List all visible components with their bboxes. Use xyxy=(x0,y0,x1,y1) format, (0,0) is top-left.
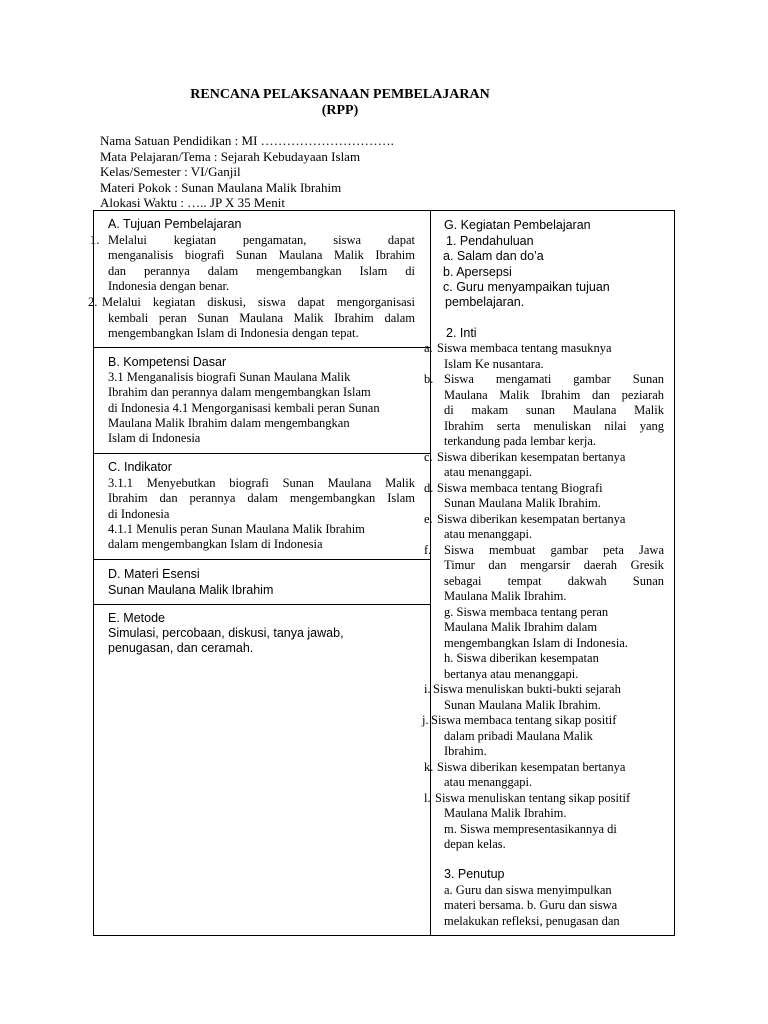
inti-line: Maulana Malik Ibrahim. xyxy=(444,589,567,603)
section-a-title: A. Tujuan Pembelajaran xyxy=(108,217,242,231)
tujuan-line: Melalui kegiatan diskusi, siswa dapat mengorganisasi xyxy=(102,295,415,309)
kd-line: Islam di Indonesia xyxy=(108,431,201,445)
inti-line: Siswa membaca tentang masuknya xyxy=(437,341,612,355)
inti-line: Siswa membuat gambar peta Jawa xyxy=(444,543,664,557)
inti-line: atau menanggapi. xyxy=(444,465,533,479)
kegiatan-line: pembelajaran. xyxy=(445,295,525,309)
inti-line: Siswa menuliskan tentang sikap positif xyxy=(435,791,631,805)
list-marker: k. xyxy=(424,760,434,774)
section-b-title: B. Kompetensi Dasar xyxy=(108,355,227,369)
inti-line: Islam Ke nusantara. xyxy=(444,357,544,371)
inti-line: Timur dan mengarsir daerah Gresik xyxy=(444,558,664,572)
list-marker: e. xyxy=(424,512,433,526)
metode-line: penugasan, dan ceramah. xyxy=(108,641,254,655)
list-marker: b. xyxy=(424,372,434,386)
list-marker: j. xyxy=(422,713,429,727)
divider xyxy=(93,604,431,605)
kd-line: di Indonesia 4.1 Mengorganisasi kembali peran Sunan xyxy=(108,401,380,415)
kd-line: 3.1 Menganalisis biografi Sunan Maulana Malik xyxy=(108,370,351,384)
info-materi: Materi Pokok : Sunan Maulana Malik Ibrahim xyxy=(100,180,342,195)
section-c-title: C. Indikator xyxy=(108,460,172,474)
inti-line: mengembangkan Islam di Indonesia. xyxy=(444,636,628,650)
penutup-line: materi bersama. b. Guru dan siswa xyxy=(444,898,618,912)
inti-line: atau menanggapi. xyxy=(444,527,533,541)
list-marker: d. xyxy=(424,481,434,495)
penutup-line: melakukan refleksi, penugasan dan xyxy=(444,914,620,928)
divider xyxy=(93,453,431,454)
pendahuluan-title: 1. Pendahuluan xyxy=(446,234,534,248)
inti-line: dalam pribadi Maulana Malik xyxy=(444,729,593,743)
inti-line: sebagai tempat dakwah Sunan xyxy=(444,574,664,588)
inti-line: Maulana Malik Ibrahim dan peziarah xyxy=(444,388,664,402)
materi-esensi-text: Sunan Maulana Malik Ibrahim xyxy=(108,583,274,597)
inti-line: Siswa membaca tentang sikap positif xyxy=(431,713,617,727)
tujuan-line: menganalisis biografi Sunan Maulana Malik Ibrahim xyxy=(108,248,415,262)
inti-line: Maulana Malik Ibrahim dalam xyxy=(444,620,598,634)
inti-line: m. Siswa mempresentasikannya di xyxy=(444,822,617,836)
inti-line: bertanya atau menanggapi. xyxy=(444,667,579,681)
tujuan-line: mengembangkan Islam di Indonesia dengan tepat. xyxy=(108,326,359,340)
inti-line: Siswa mengamati gambar Sunan xyxy=(444,372,664,386)
inti-line: Sunan Maulana Malik Ibrahim. xyxy=(444,496,601,510)
inti-line: Siswa diberikan kesempatan bertanya xyxy=(437,512,626,526)
indikator-line: 4.1.1 Menulis peran Sunan Maulana Malik Ibrahim xyxy=(108,522,365,536)
indikator-line: di Indonesia xyxy=(108,507,170,521)
info-kelas: Kelas/Semester : VI/Ganjil xyxy=(100,164,241,179)
indikator-line: dalam mengembangkan Islam di Indonesia xyxy=(108,537,323,551)
section-d-title: D. Materi Esensi xyxy=(108,567,200,581)
indikator-line: 3.1.1 Menyebutkan biografi Sunan Maulana Malik xyxy=(108,476,415,490)
kegiatan-line: c. Guru menyampaikan tujuan xyxy=(443,280,610,294)
kd-line: Ibrahim dan perannya dalam mengembangkan Islam xyxy=(108,385,371,399)
list-marker: a. xyxy=(424,341,433,355)
inti-line: Siswa menuliskan bukti-bukti sejarah xyxy=(433,682,621,696)
kd-line: Maulana Malik Ibrahim dalam mengembangkan xyxy=(108,416,350,430)
penutup-line: a. Guru dan siswa menyimpulkan xyxy=(444,883,612,897)
page-subtitle: (RPP) xyxy=(321,103,359,118)
metode-line: Simulasi, percobaan, diskusi, tanya jawab, xyxy=(108,626,344,640)
info-mapel: Mata Pelajaran/Tema : Sejarah Kebudayaan Islam xyxy=(100,149,361,164)
inti-line: Siswa diberikan kesempatan bertanya xyxy=(437,450,626,464)
kegiatan-line: a. Salam dan do’a xyxy=(443,249,544,263)
inti-line: h. Siswa diberikan kesempatan xyxy=(444,651,599,665)
indikator-line: Ibrahim dan perannya dalam mengembangkan Islam xyxy=(108,491,415,505)
tujuan-line: Melalui kegiatan pengamatan, siswa dapat xyxy=(108,233,415,247)
list-marker: c. xyxy=(424,450,433,464)
list-marker: 2. xyxy=(88,295,98,309)
list-marker: f. xyxy=(424,543,432,557)
inti-line: atau menanggapi. xyxy=(444,775,533,789)
penutup-title: 3. Penutup xyxy=(444,867,505,881)
inti-line: depan kelas. xyxy=(444,837,506,851)
inti-line: Sunan Maulana Malik Ibrahim. xyxy=(444,698,601,712)
inti-line: g. Siswa membaca tentang peran xyxy=(444,605,609,619)
inti-line: Siswa membaca tentang Biografi xyxy=(437,481,603,495)
inti-line: Ibrahim serta menuliskan nilai yang xyxy=(444,419,664,433)
inti-title: 2. Inti xyxy=(446,326,477,340)
info-waktu: Alokasi Waktu : ….. JP X 35 Menit xyxy=(100,195,285,210)
tujuan-line: kembali peran Sunan Maulana Malik Ibrahim dalam xyxy=(108,311,415,325)
section-g-title: G. Kegiatan Pembelajaran xyxy=(444,218,591,232)
inti-line: di makam sunan Maulana Malik xyxy=(444,403,664,417)
list-marker: 1. xyxy=(90,233,100,247)
divider xyxy=(93,347,431,348)
section-e-title: E. Metode xyxy=(108,611,165,625)
divider xyxy=(93,559,431,560)
page-title: RENCANA PELAKSANAAN PEMBELAJARAN xyxy=(190,87,490,102)
inti-line: Ibrahim. xyxy=(444,744,487,758)
inti-line: Maulana Malik Ibrahim. xyxy=(444,806,567,820)
tujuan-line: dan perannya dalam mengembangkan Islam di xyxy=(108,264,415,278)
tujuan-line: Indonesia dengan benar. xyxy=(108,279,230,293)
inti-line: Siswa diberikan kesempatan bertanya xyxy=(437,760,626,774)
list-marker: l. xyxy=(424,791,431,805)
list-marker: i. xyxy=(424,682,431,696)
info-satuan: Nama Satuan Pendidikan : MI …………………………. xyxy=(100,133,394,148)
inti-line: terkandung pada lembar kerja. xyxy=(444,434,597,448)
kegiatan-line: b. Apersepsi xyxy=(443,265,512,279)
